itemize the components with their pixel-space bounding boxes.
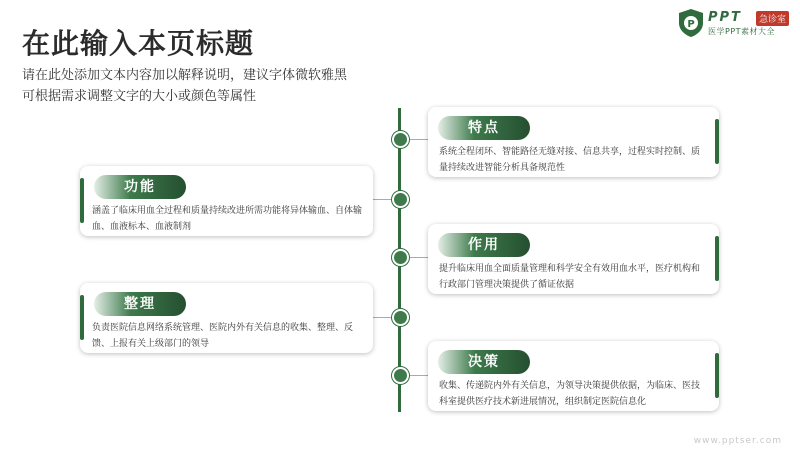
- card-label-zhengli: 整理: [94, 292, 186, 316]
- subtitle-line-2: 可根据需求调整文字的大小或颜色等属性: [22, 89, 257, 104]
- timeline-node: [392, 249, 409, 266]
- card-label-gongneng: 功能: [94, 175, 186, 199]
- card-label-juece: 决策: [438, 350, 530, 374]
- logo-tagline: 医学PPT素材大全: [708, 27, 776, 36]
- page-subtitle: [22, 65, 347, 107]
- logo-badge: 急诊室: [756, 11, 789, 26]
- shield-icon: [678, 8, 704, 38]
- card-gongneng: [80, 166, 373, 236]
- card-text-tedian: 系统全程闭环、智能路径无缝对接、信息共享，过程实时控制、质量持续改进智能分析具备规范性: [439, 147, 701, 173]
- card-accent-bar: [80, 295, 84, 340]
- card-zhengli: [80, 283, 373, 353]
- card-accent-bar: [715, 353, 719, 398]
- timeline-node: [392, 191, 409, 208]
- card-label-zuoyong: 作用: [438, 233, 530, 257]
- logo-text: PPT: [708, 10, 742, 25]
- card-text-zhengli: 负责医院信息网络系统管理、医院内外有关信息的收集、整理、反馈、上报有关上级部门的领导: [92, 323, 354, 349]
- card-tedian: [428, 107, 719, 177]
- page-title: 在此输入本页标题: [22, 27, 255, 60]
- card-text-juece: 收集、传递院内外有关信息，为领导决策提供依据，为临床、医技科室提供医疗技术新进展情况，组织制定医院信息化: [439, 381, 701, 407]
- card-text-zuoyong: 提升临床用血全面质量管理和科学安全有效用血水平，医疗机构和行政部门管理决策提供了循证依据: [439, 264, 701, 290]
- card-juece: [428, 341, 719, 411]
- card-accent-bar: [715, 236, 719, 281]
- card-accent-bar: [80, 178, 84, 223]
- subtitle-line-1: 请在此处添加文本内容加以解释说明，建议字体微软雅黑: [22, 68, 348, 83]
- timeline-node: [392, 309, 409, 326]
- card-label-tedian: 特点: [438, 116, 530, 140]
- watermark: www.pptser.com: [693, 436, 782, 446]
- timeline-node: [392, 367, 409, 384]
- svg-text:P: P: [687, 19, 695, 30]
- timeline-node: [392, 131, 409, 148]
- card-accent-bar: [715, 119, 719, 164]
- brand-logo: [678, 8, 796, 38]
- card-text-gongneng: 涵盖了临床用血全过程和质量持续改进所需功能将异体输血、自体输血、血液标本、血液制剂: [92, 206, 363, 232]
- card-zuoyong: [428, 224, 719, 294]
